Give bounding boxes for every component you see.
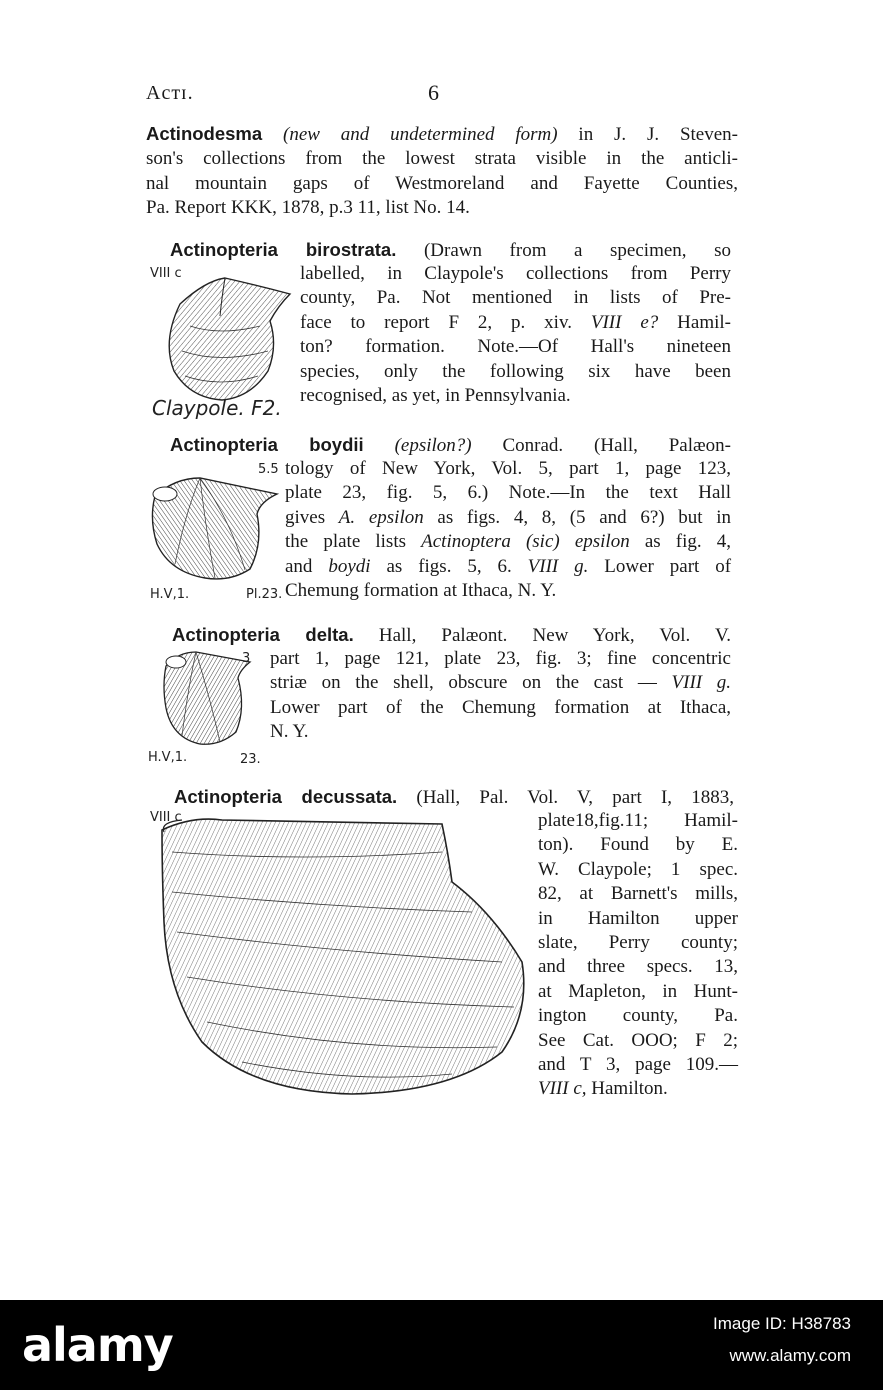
entry-title: Actinopteria birostrata. [170,239,397,260]
document-page: Acᴛɪ. 6 Actinodesma (new and undetermined form) in J. J. Steven- son's collections from the lowest strata visible in the anticli- nal mountain gaps of Westmoreland and Fayette Counties, Pa. Report KKK, 1878, p.3 11, list No. 14. Actinopteria birostrata. (Drawn from a specimen, so labelled, in Claypole's collections from Perry county, Pa. Not mentioned in lists of Pre- face to report F 2, p. xiv. VIII e? Hamil- ton? formation. Note.—Of Hall's nineteen species, only the following six have been recognised, as yet, in Pennsylvania. VIII c Claypole. F2. Actinopteria boydii (epsilon?) Conrad. (Hall, Palæon- tology of New York, Vol. 5, part 1, page 123, plate 23, fig. 5, 6.) Note.—In the text Hall gives A. epsilon as figs. 4, 8, (5 and 6?) but in the plate lists Actinoptera (sic) epsilon as fig. 4, and boydi as figs. 5, 6. VIII g. Lower part of Chemung formation at Ithaca, N. Y. 5.5 H.V,1. Pl.23. Actinopteria delta. Hall, Palæont. New York, Vol. V. part 1, page 121, plate 23, fig. 3; fine concentric striæ on the shell, obscure on the cast — VIII g. Lower part of the Chemung formation at Ithaca, N. Y. 3 H.V,1. 23. Actinopteria decussata. (Hall, Pal. Vol. V, part I, 1883, plate18,fig.11; Hamil- ton). Found by E. W. Claypole; 1 spec. 82, at Barnett's mills, in Hamilton upper slate, Perry county; and three specs. 13, at Mapleton, in Hunt- ington county, Pa. See Cat. OOO; F 2; and T 3, page 109.— VIII c, Hamilton. VIII c [0,0,883,1300]
figure-number: 5.5 [258,462,279,477]
page-number: 6 [428,80,439,105]
entry-title: Actinopteria boydii [170,434,364,455]
shell-figure-birostrata [150,276,300,406]
figure-label-left: H.V,1. [150,587,190,602]
entry-actinodesma: Actinodesma (new and undetermined form) in J. J. Steven- son's collections from the lowest strata visible in the anticli- nal mountain gaps of Westmoreland and Fayette Counties, Pa. Report KKK, 1878, p.3 11, list No. 14. [146,123,738,219]
entry-boydii: Actinopteria boydii (epsilon?) Conrad. (Hall, Palæon- [170,434,732,456]
entry-delta: Actinopteria delta. Hall, Palæont. New York, Vol. V. [172,624,732,646]
figure-number: 3 [242,651,251,666]
site-url: www.alamy.com [729,1346,851,1365]
figure-label: VIII c [150,266,182,281]
figure-label-left: H.V,1. [148,750,188,765]
shell-figure-boydii [145,474,285,584]
entry-title: Actinopteria decussata. [174,786,398,807]
image-id: Image ID: H38783 [713,1314,851,1333]
shell-figure-delta [158,648,258,748]
figure-caption: Claypole. F2. [152,396,282,420]
figure-label-right: Pl.23. [246,587,283,602]
figure-label-right: 23. [240,752,261,767]
stock-footer [0,1300,883,1390]
running-header: Acᴛɪ. [146,82,194,104]
alamy-logo: alamy [22,1318,173,1372]
shell-figure-decussata [152,812,532,1102]
entry-birostrata: Actinopteria birostrata. (Drawn from a specimen, so [170,239,731,261]
entry-decussata: Actinopteria decussata. (Hall, Pal. Vol. V, part I, 1883, [174,786,734,808]
entry-title: Actinodesma [146,123,263,144]
entry-title: Actinopteria delta. [172,624,354,645]
figure-label: VIII c [150,810,182,825]
